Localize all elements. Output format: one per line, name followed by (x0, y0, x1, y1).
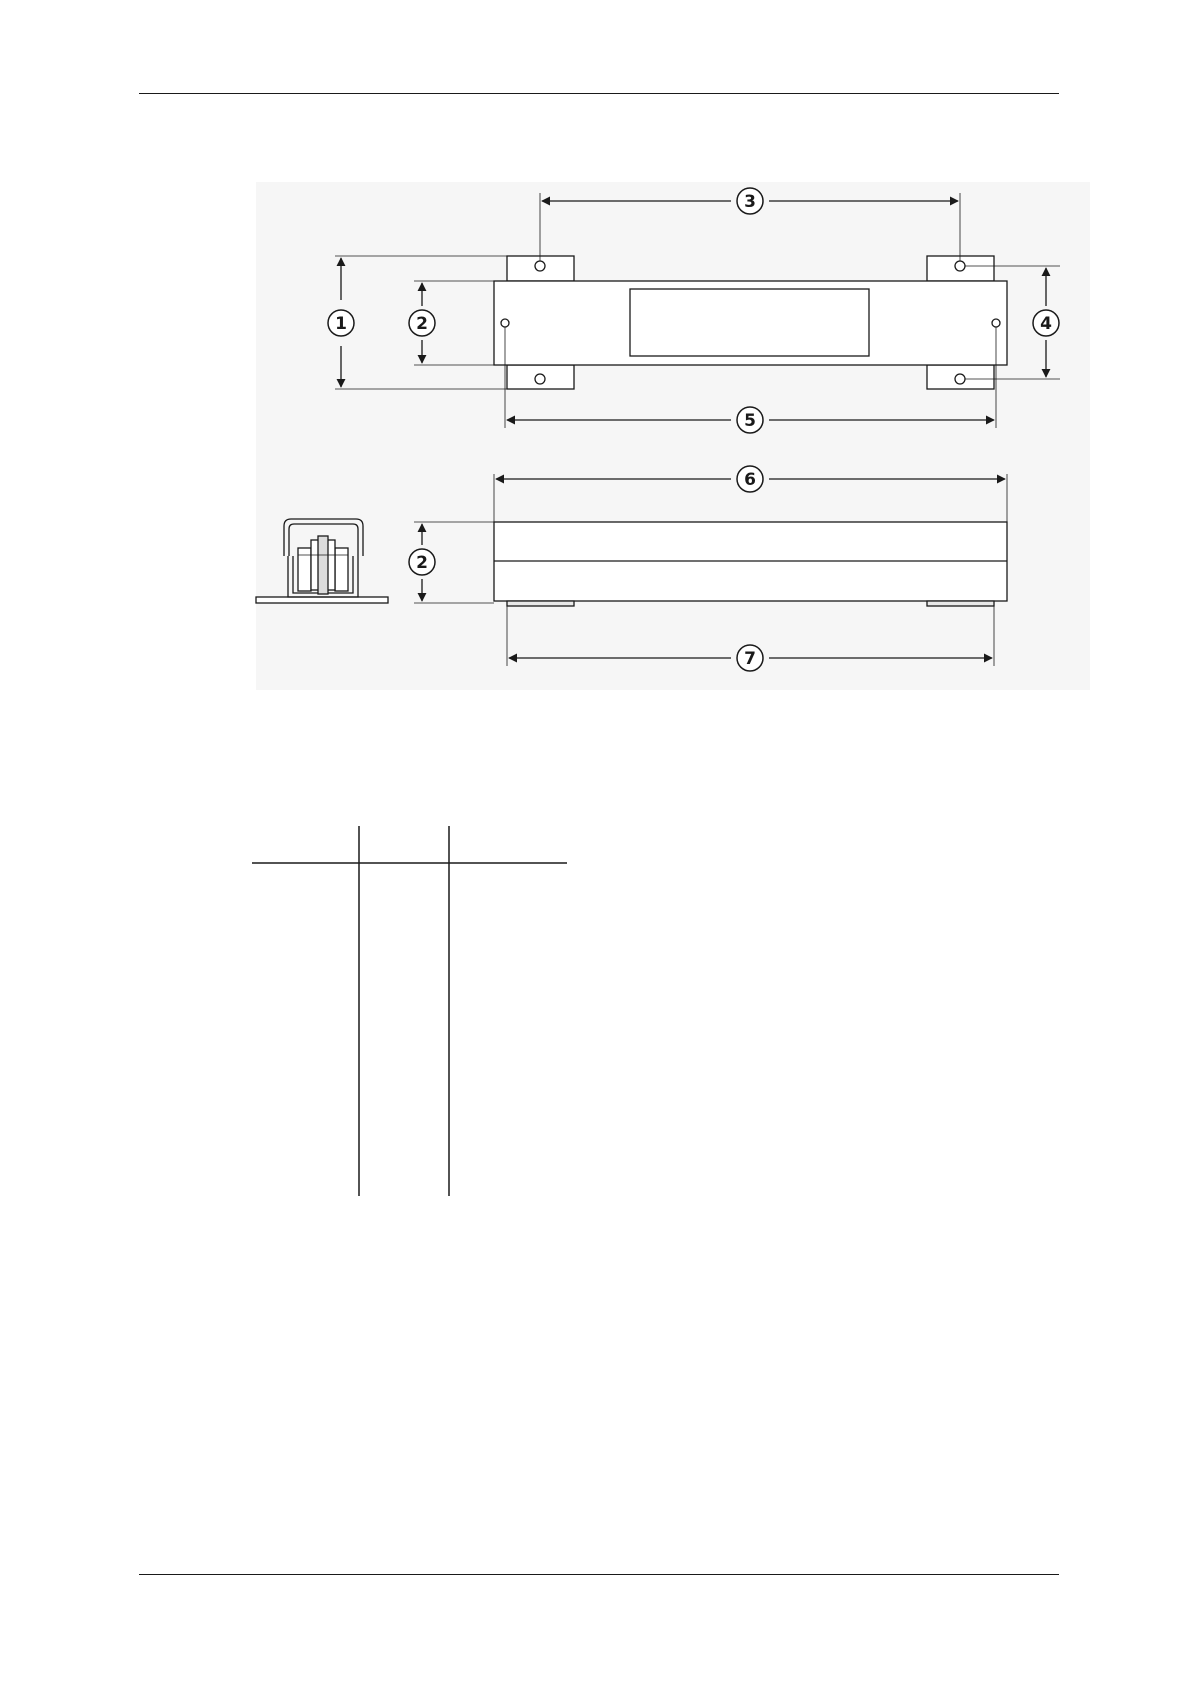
foot-hole (535, 261, 545, 271)
foot-side-right (927, 601, 994, 606)
foot-side-left (507, 601, 574, 606)
foot-hole (955, 261, 965, 271)
callout-4-label: 4 (1040, 314, 1052, 334)
callout-2-label: 2 (416, 314, 428, 334)
end-hole-left (501, 319, 509, 327)
end-hole-right (992, 319, 1000, 327)
callout-2-side-label: 2 (416, 553, 428, 573)
callout-6-label: 6 (744, 470, 756, 490)
footer-rule (139, 1574, 1059, 1575)
end-view-profile (256, 519, 388, 603)
callout-3-label: 3 (744, 192, 756, 212)
label-window (630, 289, 869, 356)
callout-1-label: 1 (335, 314, 347, 334)
foot-hole (535, 374, 545, 384)
foot-hole (955, 374, 965, 384)
callout-7-label: 7 (744, 649, 756, 669)
dimension-table-grid (252, 826, 567, 1196)
callout-5-label: 5 (744, 411, 756, 431)
